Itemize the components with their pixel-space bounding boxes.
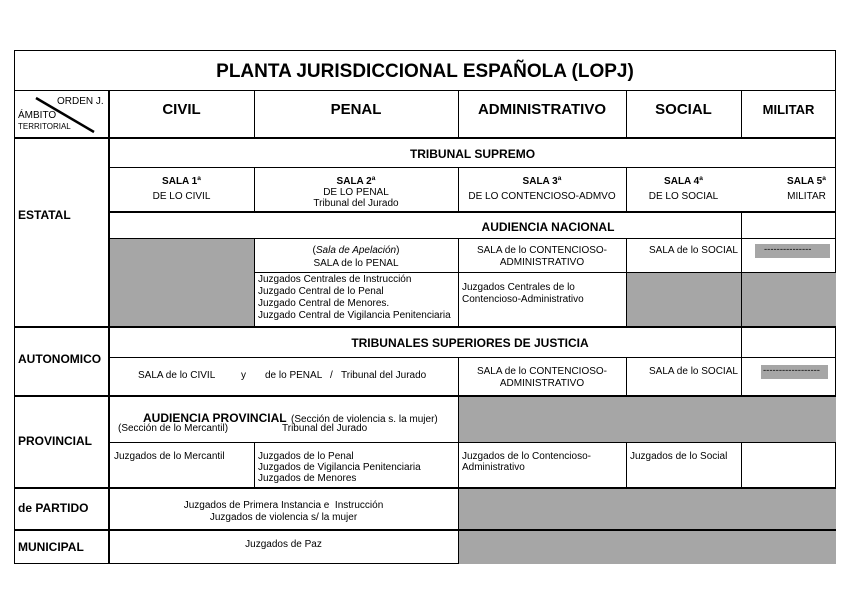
shaded-cell-partido-right [459, 488, 836, 530]
line-penal-admin-ap [458, 395, 459, 487]
ts-sala2-extra: Tribunal del Jurado [313, 198, 399, 209]
shaded-cell-municipal-right [459, 530, 836, 564]
ap-juzgados-admin-1: Juzgados de lo Contencioso- [462, 451, 591, 462]
ts-sala5-num: SALA 5ª [787, 176, 826, 187]
row-label-provincial: PROVINCIAL [18, 434, 93, 448]
tsj-slash: / [330, 370, 333, 381]
ts-sala1-name: DE LO CIVIL [152, 191, 211, 202]
line-an-sala [254, 272, 836, 273]
ts-sala4-num: SALA 4ª [664, 176, 703, 187]
tsj-militar-dash: ------------------ [763, 365, 820, 376]
corner-territorial: TERRITORIAL [18, 122, 71, 131]
tsj-admin-2: ADMINISTRATIVO [499, 378, 585, 389]
tsj-y: y [241, 370, 246, 381]
ap-juzgados-admin-2: Administrativo [462, 462, 525, 473]
shaded-cell-ap-militar [741, 397, 836, 442]
municipal-juzgados: Juzgados de Paz [245, 539, 322, 550]
row-label-autonomico: AUTONOMICO [18, 352, 102, 366]
column-header-penal: PENAL [330, 101, 382, 118]
line-header-bottom [14, 137, 836, 139]
line-admin-social-ts [626, 167, 627, 211]
an-admin-sala-1: SALA de lo CONTENCIOSO- [476, 245, 608, 256]
line-admin-social-tsj [626, 357, 627, 395]
an-juzgados-penal-1: Juzgados Centrales de Instrucción [258, 274, 412, 285]
line-militar-an-header [741, 211, 742, 238]
tsj-jurado: Tribunal del Jurado [341, 370, 427, 381]
line-provincial-bottom [14, 487, 836, 489]
an-penal-sala: SALA de lo PENAL [313, 258, 399, 269]
column-header-militar: MILITAR [762, 102, 815, 117]
ap-juzgados-mercantil: Juzgados de lo Mercantil [114, 451, 225, 462]
line-penal-admin-ts [458, 167, 459, 211]
page-title: PLANTA JURISDICCIONAL ESPAÑOLA (LOPJ) [216, 61, 634, 82]
line-ts-header [109, 167, 836, 168]
tsj-header: TRIBUNALES SUPERIORES DE JUSTICIA [351, 336, 589, 350]
ap-juzgados-penal-1: Juzgados de lo Penal [258, 451, 354, 462]
line-title-bottom [14, 90, 836, 91]
corner-ambito: ÁMBITO [18, 110, 57, 121]
an-penal-apelacion: (Sala de Apelación) [312, 245, 400, 256]
ts-sala3-name: DE LO CONTENCIOSO-ADMVO [468, 191, 616, 202]
shaded-cell-an-militar-bottom [741, 272, 836, 326]
line-civil-penal-ap [254, 442, 255, 487]
an-admin-sala-2: ADMINISTRATIVO [499, 257, 585, 268]
ap-juzgados-penal-3: Juzgados de Menores [258, 473, 357, 484]
column-header-social: SOCIAL [655, 101, 712, 118]
an-header: AUDIENCIA NACIONAL [481, 220, 615, 234]
tsj-admin-1: SALA de lo CONTENCIOSO- [476, 366, 608, 377]
ts-sala4-name: DE LO SOCIAL [648, 191, 719, 202]
ts-sala1-num: SALA 1ª [162, 176, 201, 187]
ap-juzgados-penal-2: Juzgados de Vigilancia Penitenciaria [258, 462, 421, 473]
column-header-civil: CIVIL [162, 101, 201, 118]
ts-sala5-name: MILITAR [787, 191, 826, 202]
ap-jurado: Tribunal del Jurado [282, 423, 368, 434]
line-ap-header [109, 442, 836, 443]
line-tsj-header [109, 357, 836, 358]
an-juzgados-penal-3: Juzgado Central de Menores. [258, 298, 390, 309]
shaded-cell-ap-social [626, 397, 741, 442]
line-social-militar-ap [741, 442, 742, 487]
ap-mercantil-seccion: (Sección de lo Mercantil) [118, 423, 229, 434]
corner-orden: ORDEN J. [57, 96, 104, 107]
line-an-top [109, 211, 836, 213]
line-an-header [109, 238, 836, 239]
line-autonomico-bottom [14, 395, 836, 397]
row-label-partido: de PARTIDO [18, 501, 89, 515]
ap-juzgados-social: Juzgados de lo Social [630, 451, 728, 462]
line-social-militar-an [741, 238, 742, 326]
an-social-sala: SALA de lo SOCIAL [649, 245, 738, 256]
an-juzgados-penal-4: Juzgado Central de Vigilancia Penitenciaria [258, 310, 451, 321]
an-juzgados-admin-2: Contencioso-Administrativo [462, 294, 584, 305]
tsj-penal: de lo PENAL [265, 370, 323, 381]
ts-sala2-name: DE LO PENAL [323, 187, 389, 198]
line-militar-tsj-header [741, 326, 742, 357]
partido-line-2: Juzgados de violencia s/ la mujer [209, 512, 358, 523]
an-juzgados-penal-2: Juzgado Central de lo Penal [258, 286, 384, 297]
ts-sala2-num: SALA 2ª [336, 176, 376, 187]
shaded-cell-an-civil [109, 238, 254, 326]
line-social-militar-tsj [741, 357, 742, 395]
shaded-cell-ap-admin [459, 397, 626, 442]
line-estatal-bottom [14, 326, 836, 328]
ts-sala3-num: SALA 3ª [522, 176, 562, 187]
line-partido-bottom [14, 529, 836, 531]
tsj-social: SALA de lo SOCIAL [649, 366, 738, 377]
line-admin-social-ap [626, 442, 627, 487]
line-partido-divider [458, 487, 459, 564]
partido-line-1: Juzgados de Primera Instancia e Instrucción [183, 500, 384, 511]
ts-header: TRIBUNAL SUPREMO [409, 147, 536, 161]
an-militar-dash: --------------- [764, 244, 812, 255]
ap-violencia: (Sección de violencia s. la mujer) [291, 414, 438, 425]
row-label-municipal: MUNICIPAL [18, 540, 84, 554]
an-juzgados-admin-1: Juzgados Centrales de lo [462, 282, 575, 293]
column-header-administrativo: ADMINISTRATIVO [477, 101, 607, 118]
row-label-estatal: ESTATAL [18, 208, 71, 222]
shaded-cell-an-social-bottom [626, 272, 741, 326]
ap-header: AUDIENCIA PROVINCIAL [143, 411, 287, 425]
tsj-civil: SALA de lo CIVIL [138, 370, 216, 381]
